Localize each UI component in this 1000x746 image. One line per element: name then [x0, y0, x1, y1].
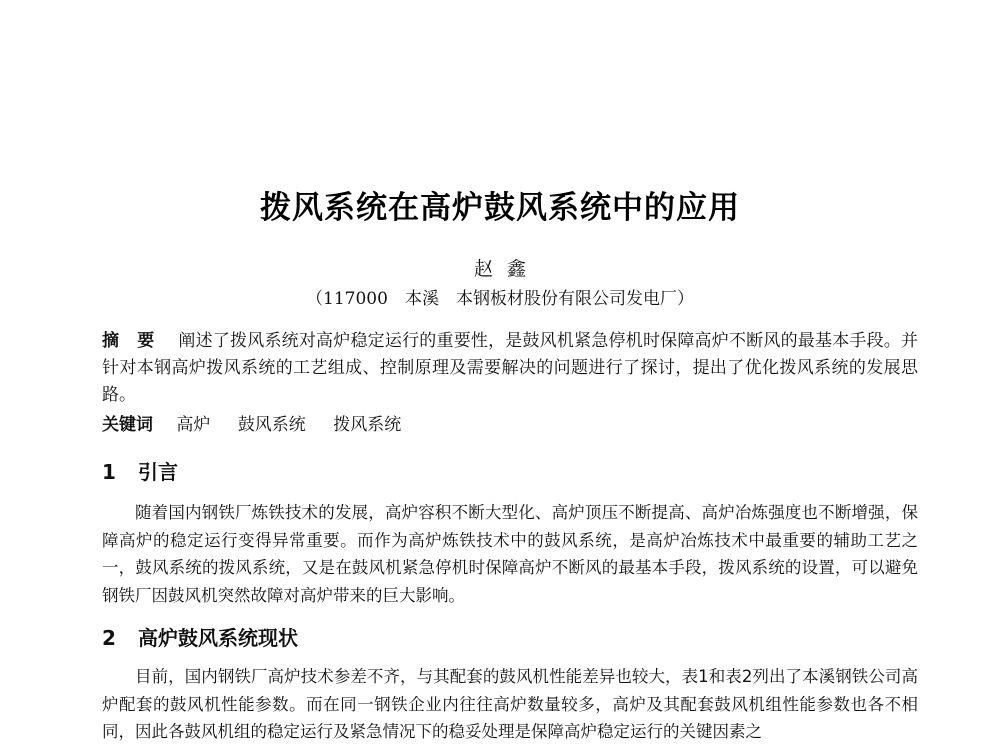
abstract — [102, 328, 918, 409]
abstract-text: 阐述了拨风系统对高炉稳定运行的重要性，是鼓风机紧急停机时保障高炉不断风的最基本手段。并针对本钢高炉拨风系统的工艺组成、控制原理及需要解决的问题进行了探讨，提出了优化拨风系统的发展思路。 — [102, 331, 919, 405]
section-paragraph: 目前，国内钢铁厂高炉技术参差不齐，与其配套的鼓风机性能差异也较大，表1和表2列出了本溪钢铁公司高炉配套的鼓风机性能参数。而在同一钢铁企业内往往高炉数量较多，高炉及其配套鼓风机组性能参数也各不相同，因此各鼓风机组的稳定运行及紧急情况下的稳妥处理是保障高炉稳定运行的关键因素之 — [102, 667, 918, 741]
section-paragraph: 随着国内钢铁厂炼铁技术的发展，高炉容积不断大型化、高炉顶压不断提高、高炉冶炼强度也不断增强，保障高炉的稳定运行变得异常重要。而作为高炉炼铁技术中的鼓风系统，是高炉冶炼技术中最重要的辅助工艺之一，鼓风系统的拨风系统，又是在鼓风机紧急停机时保障高炉不断风的最基本手段，拨风系统的设置，可以避免钢铁厂因鼓风机突然故障对高炉带来的巨大影响。 — [102, 503, 918, 605]
paper-title: 拨风系统在高炉鼓风系统中的应用 — [260, 190, 740, 226]
keyword-item: 鼓风系统 — [237, 415, 306, 435]
keywords — [102, 413, 918, 437]
keywords-label: 关键词 — [102, 415, 153, 435]
section-heading-introduction — [102, 456, 178, 485]
author-affiliation: （117000 本溪 本钢板材股份有限公司发电厂） — [306, 289, 694, 309]
section-title: 引言 — [138, 460, 178, 484]
section-number: 2 — [102, 626, 116, 650]
keyword-item: 拨风系统 — [333, 415, 402, 435]
section-title: 高炉鼓风系统现状 — [138, 626, 298, 650]
section-heading-status — [102, 622, 298, 651]
author-name: 赵鑫 — [473, 258, 540, 280]
keyword-item: 高炉 — [176, 415, 211, 435]
section-number: 1 — [102, 460, 116, 484]
abstract-label: 摘要 — [102, 331, 173, 351]
